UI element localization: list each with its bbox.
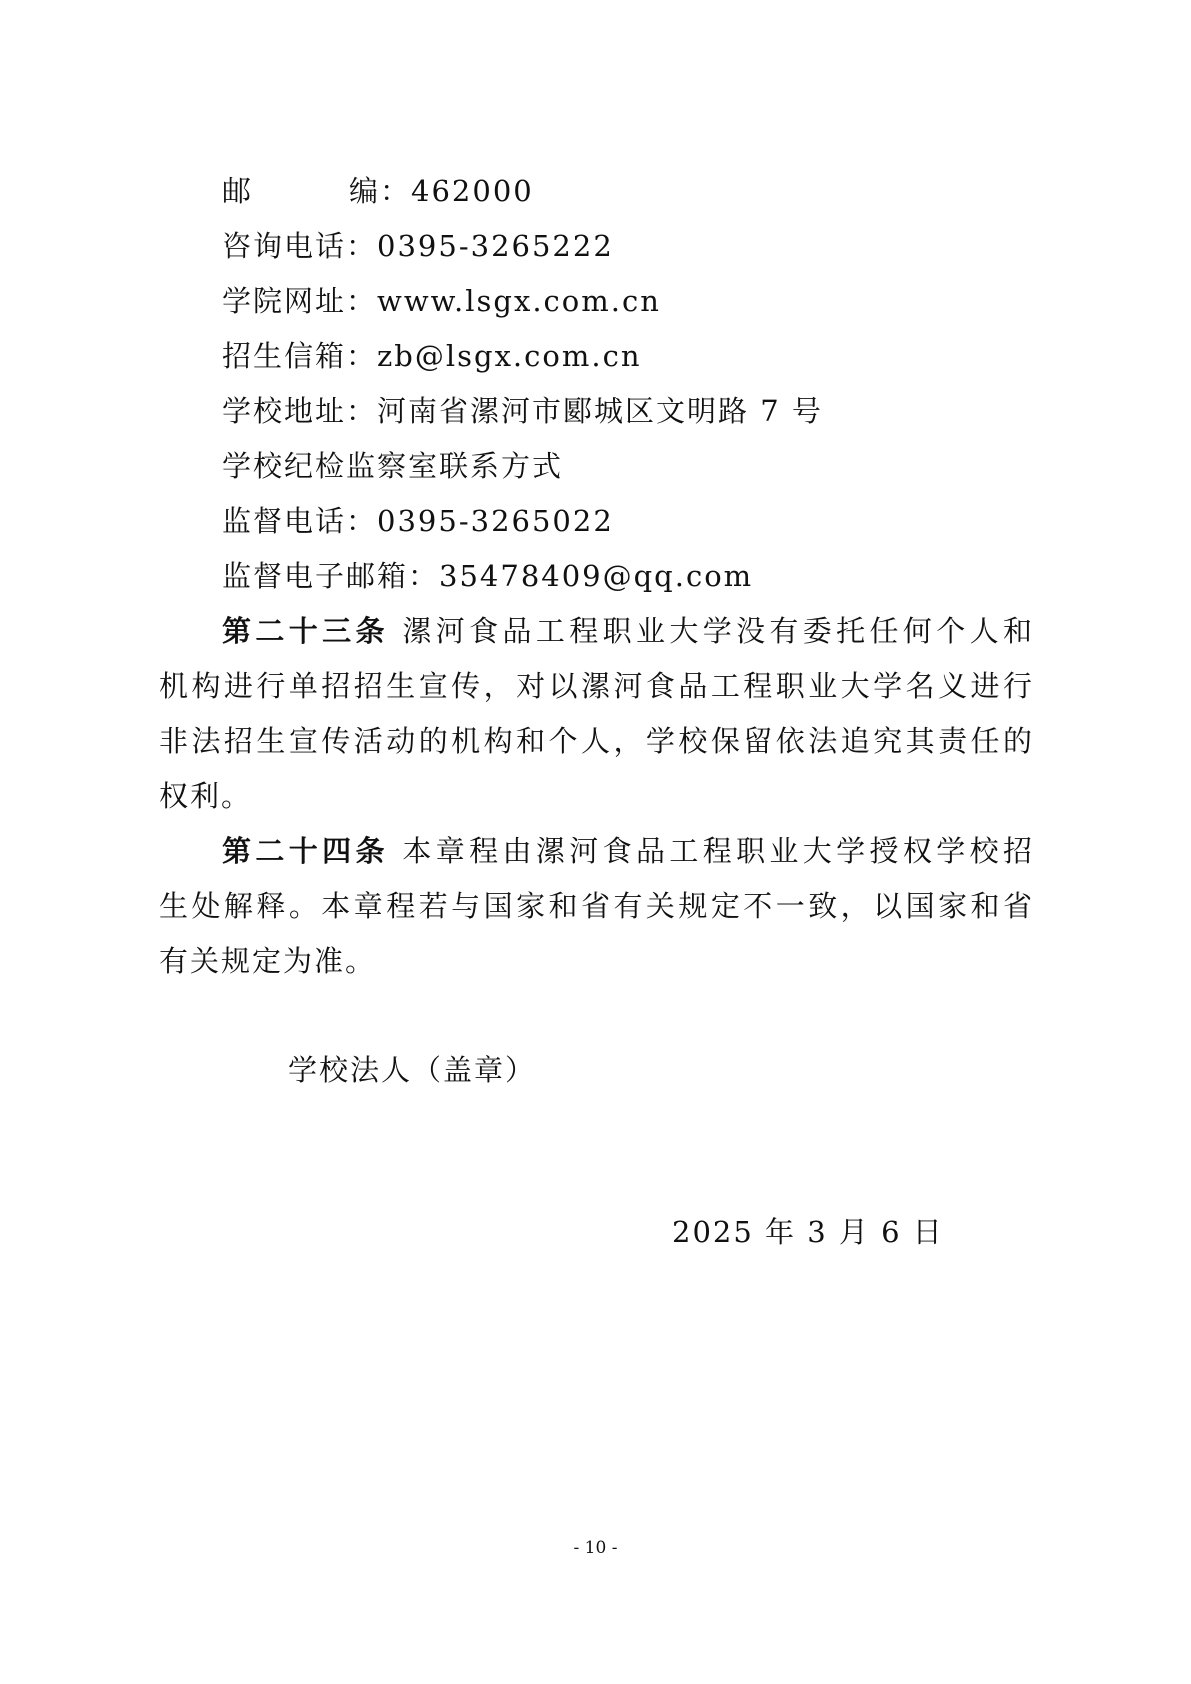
signature-seal-line: 学校法人（盖章）: [288, 1053, 537, 1087]
date: 2025 年 3 月 6 日: [672, 1215, 944, 1249]
email-line: [222, 338, 642, 374]
article23-text: 漯河食品工程职业大学没有委托任何个人和: [402, 614, 1034, 648]
email-label: 招生信箱：: [222, 339, 378, 373]
article23-line-4: 权利。: [159, 779, 253, 813]
postcode-label: 邮: [222, 174, 254, 208]
postcode-label-end: 编：: [349, 174, 412, 208]
address-line: [222, 393, 823, 429]
supervision-phone-line: [222, 503, 614, 539]
page-number: - 10 -: [573, 1538, 618, 1558]
supervision-email-link[interactable]: 35478409@qq.com: [439, 559, 754, 593]
article24-text: 本章程由漯河食品工程职业大学授权学校招: [402, 834, 1034, 868]
supervision-email-label: 监督电子邮箱：: [222, 559, 440, 593]
article24-title: 第二十四条: [222, 834, 389, 868]
article24-line-1: [222, 833, 1034, 869]
phone-value: 0395-3265222: [377, 229, 614, 263]
address-value: 河南省漯河市郾城区文明路 7 号: [377, 394, 823, 428]
supervision-phone-value: 0395-3265022: [377, 504, 614, 538]
address-label: 学校地址：: [222, 394, 378, 428]
article23-line-1: [222, 613, 1034, 649]
postcode-value: 462000: [411, 174, 534, 208]
article24-line-3: 有关规定为准。: [159, 944, 377, 978]
phone-label: 咨询电话：: [222, 229, 378, 263]
article23-line-2: 机构进行单招招生宣传，对以漯河食品工程职业大学名义进行: [159, 669, 1034, 703]
postcode-line: [222, 173, 534, 209]
article23-title: 第二十三条: [222, 614, 389, 648]
phone-line: [222, 228, 614, 264]
website-label: 学院网址：: [222, 284, 378, 318]
email-link[interactable]: zb@lsgx.com.cn: [377, 339, 642, 373]
supervision-phone-label: 监督电话：: [222, 504, 378, 538]
website-line: [222, 283, 661, 319]
supervision-email-line: [222, 558, 753, 594]
discipline-heading: 学校纪检监察室联系方式: [222, 449, 564, 483]
article24-line-2: 生处解释。本章程若与国家和省有关规定不一致，以国家和省: [159, 889, 1034, 923]
website-link[interactable]: www.lsgx.com.cn: [377, 284, 661, 318]
article23-line-3: 非法招生宣传活动的机构和个人，学校保留依法追究其责任的: [159, 724, 1034, 758]
